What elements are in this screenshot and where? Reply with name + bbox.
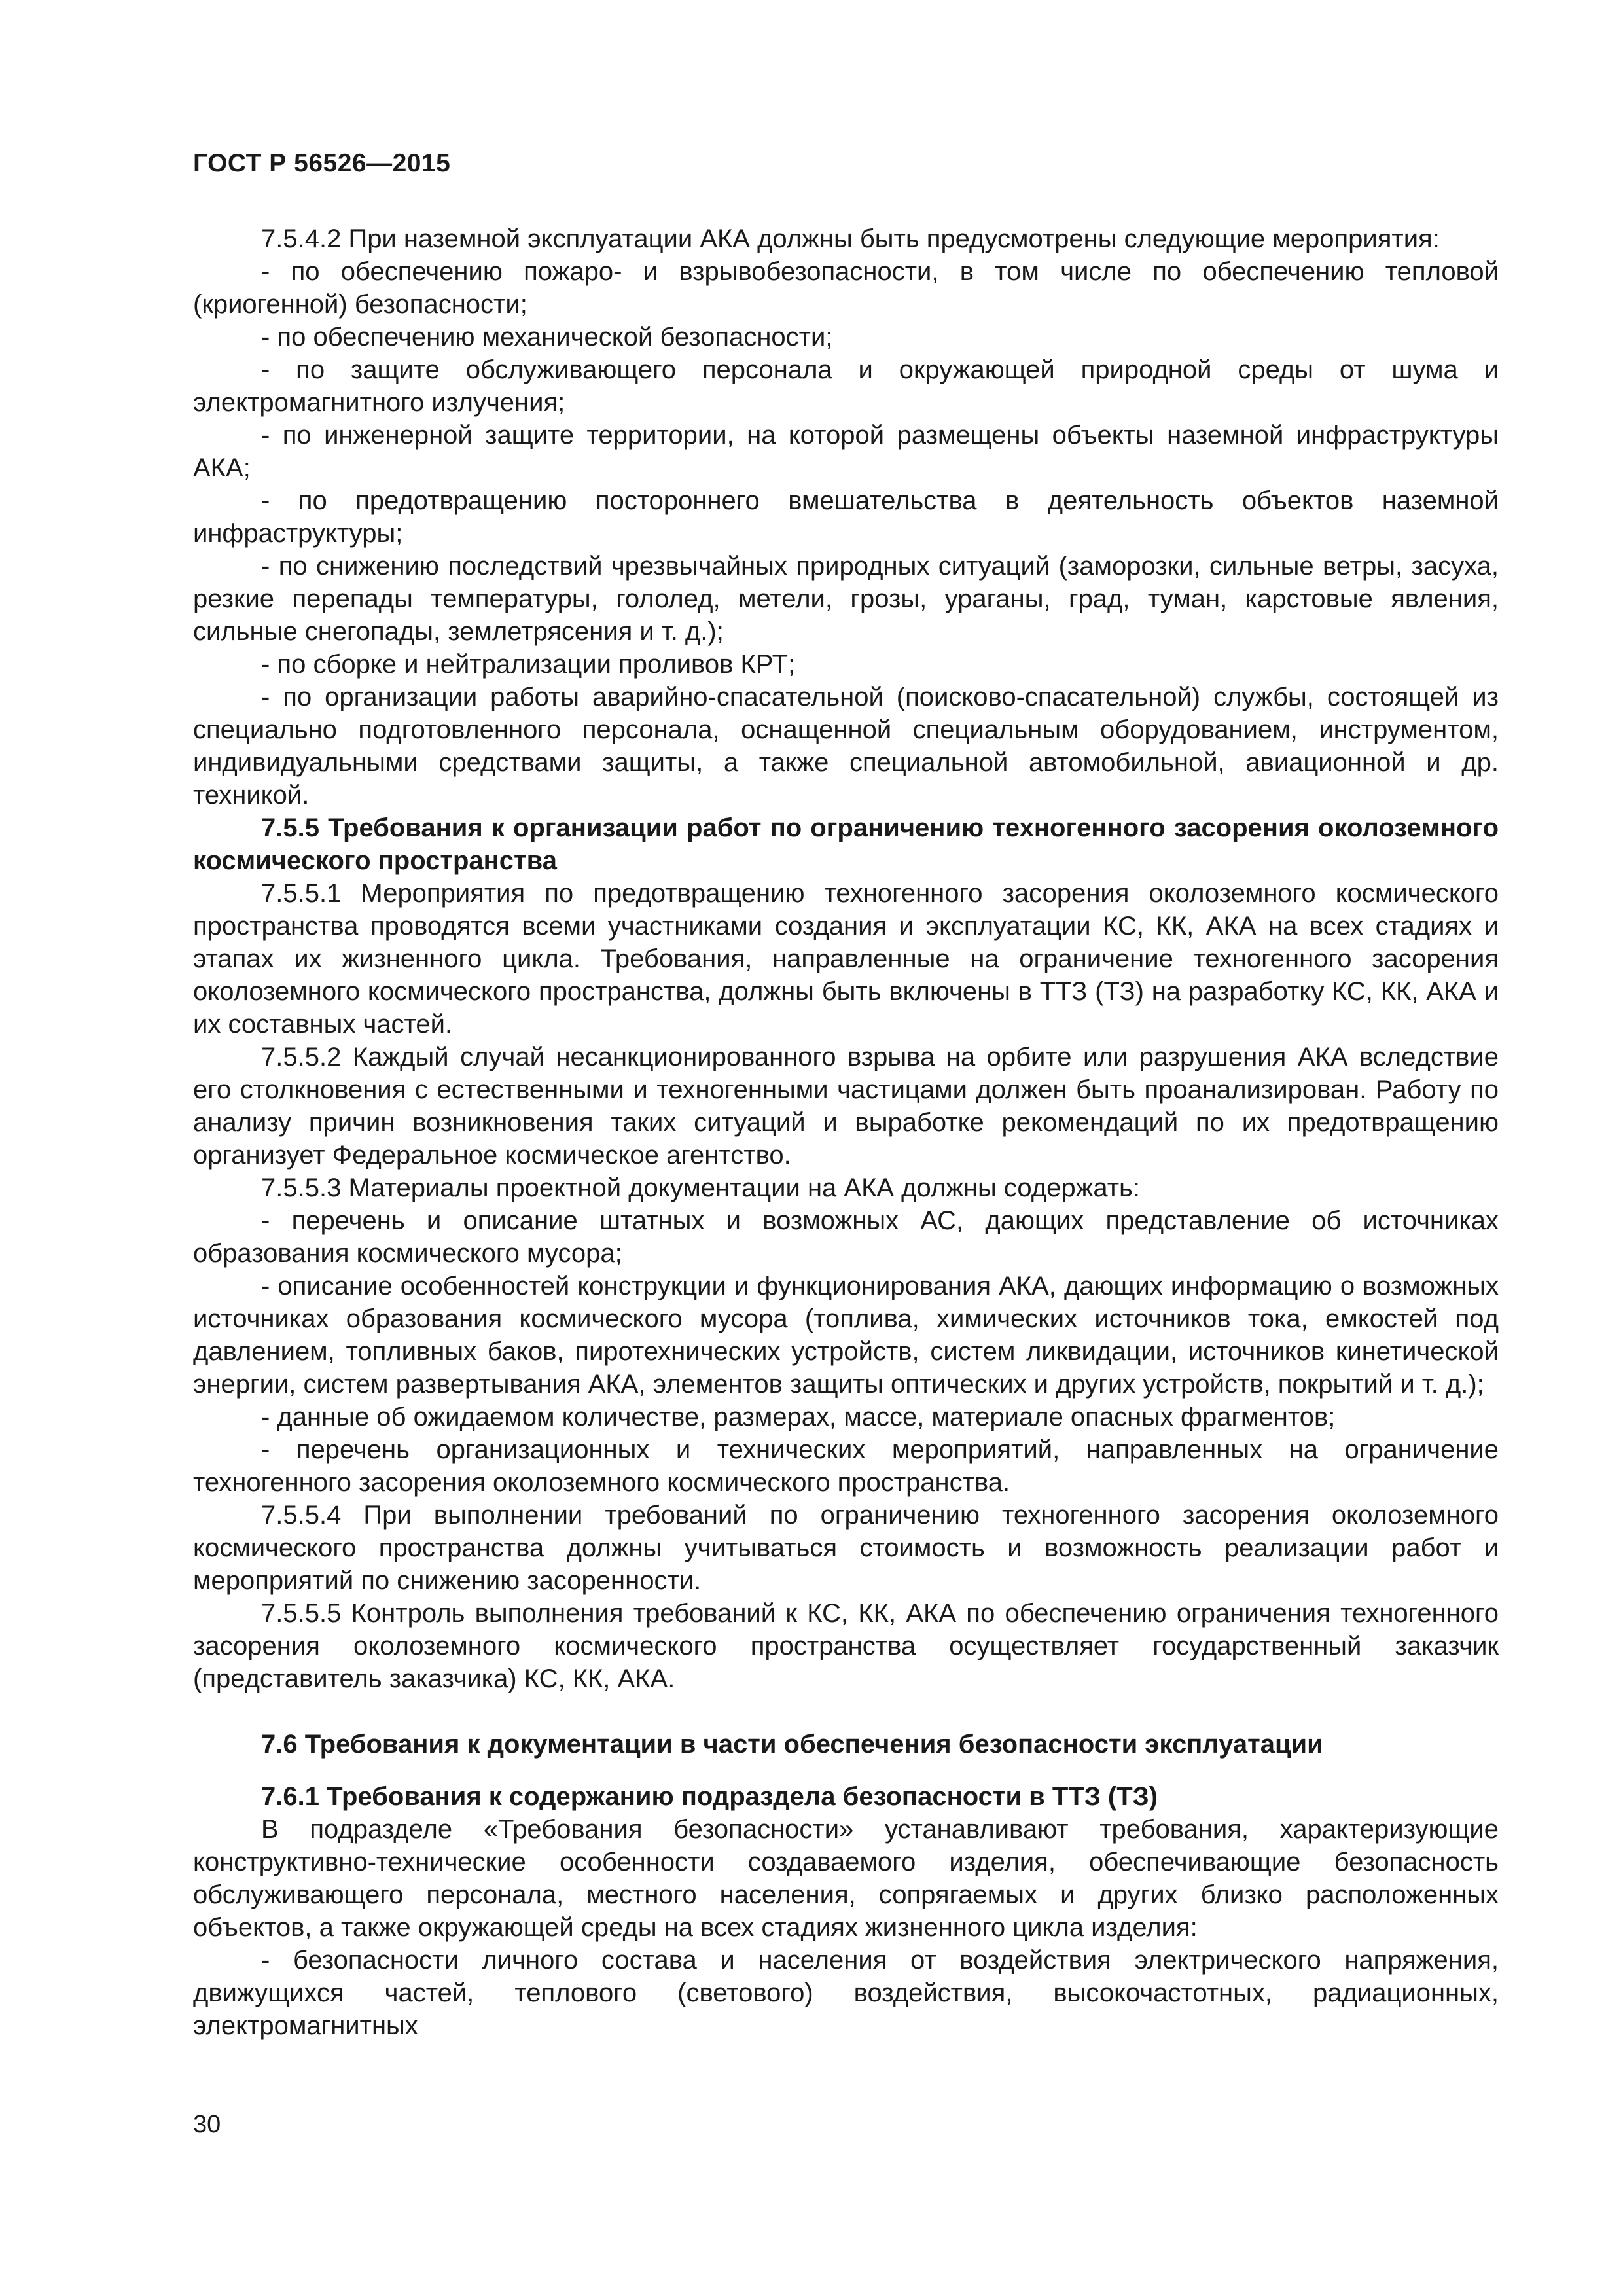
list-item: - данные об ожидаемом количестве, размерах, массе, материале опасных фрагментов; (261, 1403, 1336, 1431)
paragraph: 7.5.5.5 Контроль выполнения требований к КС, КК, АКА по обеспечению ограничения техногенного засорения околоземного космического пространства осуществляет государственный заказчик (представитель заказчика) КС, КК, АКА. (193, 1599, 1499, 1693)
document-body (193, 223, 1499, 2042)
list-item: - по инженерной защите территории, на которой размещены объекты наземной инфраструктуры АКА; (193, 421, 1499, 482)
list-item: - описание особенностей конструкции и функционирования АКА, дающих информацию о возможных источниках образования космического мусора (топлива, химических источников тока, емкостей под давлением, топливных баков, пиротехнических устройств, систем ликвидации, источников кинетической энергии, систем развертывания АКА, элементов защиты оптических и других устройств, покрытий и т. д.); (193, 1272, 1499, 1399)
page-number: 30 (193, 2111, 221, 2138)
list-item: - перечень организационных и технических мероприятий, направленных на ограничение техногенного засорения околоземного космического пространства. (193, 1435, 1499, 1497)
list-item: - по снижению последствий чрезвычайных природных ситуаций (заморозки, сильные ветры, засуха, резкие перепады температуры, гололед, метели, грозы, ураганы, град, туман, карстовые явления, сильные снегопады, землетрясения и т. д.); (193, 552, 1499, 646)
paragraph: В подразделе «Требования безопасности» устанавливают требования, характеризующие конструктивно-технические особенности создаваемого изделия, обеспечивающие безопасность обслуживающего персонала, местного населения, сопрягаемых и других близко расположенных объектов, а также окружающей среды на всех стадиях жизненного цикла изделия: (193, 1815, 1499, 1942)
paragraph: 7.5.4.2 При наземной эксплуатации АКА должны быть предусмотрены следующие мероприятия: (261, 224, 1440, 253)
paragraph: 7.5.5.1 Мероприятия по предотвращению техногенного засорения околоземного космического пространства проводятся всеми участниками создания и эксплуатации КС, КК, АКА на всех стадиях и этапах их жизненного цикла. Требования, направленные на ограничение техногенного засорения околоземного космического пространства, должны быть включены в ТТЗ (ТЗ) на разработку КС, КК, АКА и их составных частей. (193, 879, 1499, 1039)
list-item: - безопасности личного состава и населения от воздействия электрического напряжения, движущихся частей, теплового (светового) воздействия, высокочастотных, радиационных, электромагнитных (193, 1946, 1499, 2040)
list-item: - по сборке и нейтрализации проливов КРТ; (261, 650, 796, 679)
list-item: - по предотвращению постороннего вмешательства в деятельность объектов наземной инфраструктуры; (193, 486, 1499, 548)
list-item: - по обеспечению механической безопасности; (261, 323, 833, 351)
section-heading: 7.5.5 Требования к организации работ по ограничению техногенного засорения околоземного космического пространства (193, 814, 1499, 875)
list-item: - по обеспечению пожаро- и взрывобезопасности, в том числе по обеспечению тепловой (криогенной) безопасности; (193, 257, 1499, 319)
document-code-header: ГОСТ Р 56526—2015 (193, 149, 451, 177)
section-heading: 7.6 Требования к документации в части обеспечения безопасности эксплуатации (261, 1730, 1323, 1759)
paragraph: 7.5.5.4 При выполнении требований по ограничению техногенного засорения околоземного космического пространства должны учитываться стоимость и возможность реализации работ и мероприятий по снижению засоренности. (193, 1501, 1499, 1595)
subsection-heading: 7.6.1 Требования к содержанию подраздела безопасности в ТТЗ (ТЗ) (261, 1782, 1158, 1811)
paragraph: 7.5.5.2 Каждый случай несанкционированного взрыва на орбите или разрушения АКА вследствие его столкновения с естественными и техногенными частицами должен быть проанализирован. Работу по анализу причин возникновения таких ситуаций и выработке рекомендаций по их предотвращению организует Федеральное космическое агентство. (193, 1043, 1499, 1170)
list-item: - по защите обслуживающего персонала и окружающей природной среды от шума и электромагнитного излучения; (193, 355, 1499, 417)
list-item: - перечень и описание штатных и возможных АС, дающих представление об источниках образования космического мусора; (193, 1206, 1499, 1268)
paragraph: 7.5.5.3 Материалы проектной документации на АКА должны содержать: (261, 1174, 1140, 1202)
list-item: - по организации работы аварийно-спасательной (поисково-спасательной) службы, состоящей из специально подготовленного персонала, оснащенной специальным оборудованием, инструментом, индивидуальными средствами защиты, а также специальной автомобильной, авиационной и др. техникой. (193, 683, 1499, 810)
